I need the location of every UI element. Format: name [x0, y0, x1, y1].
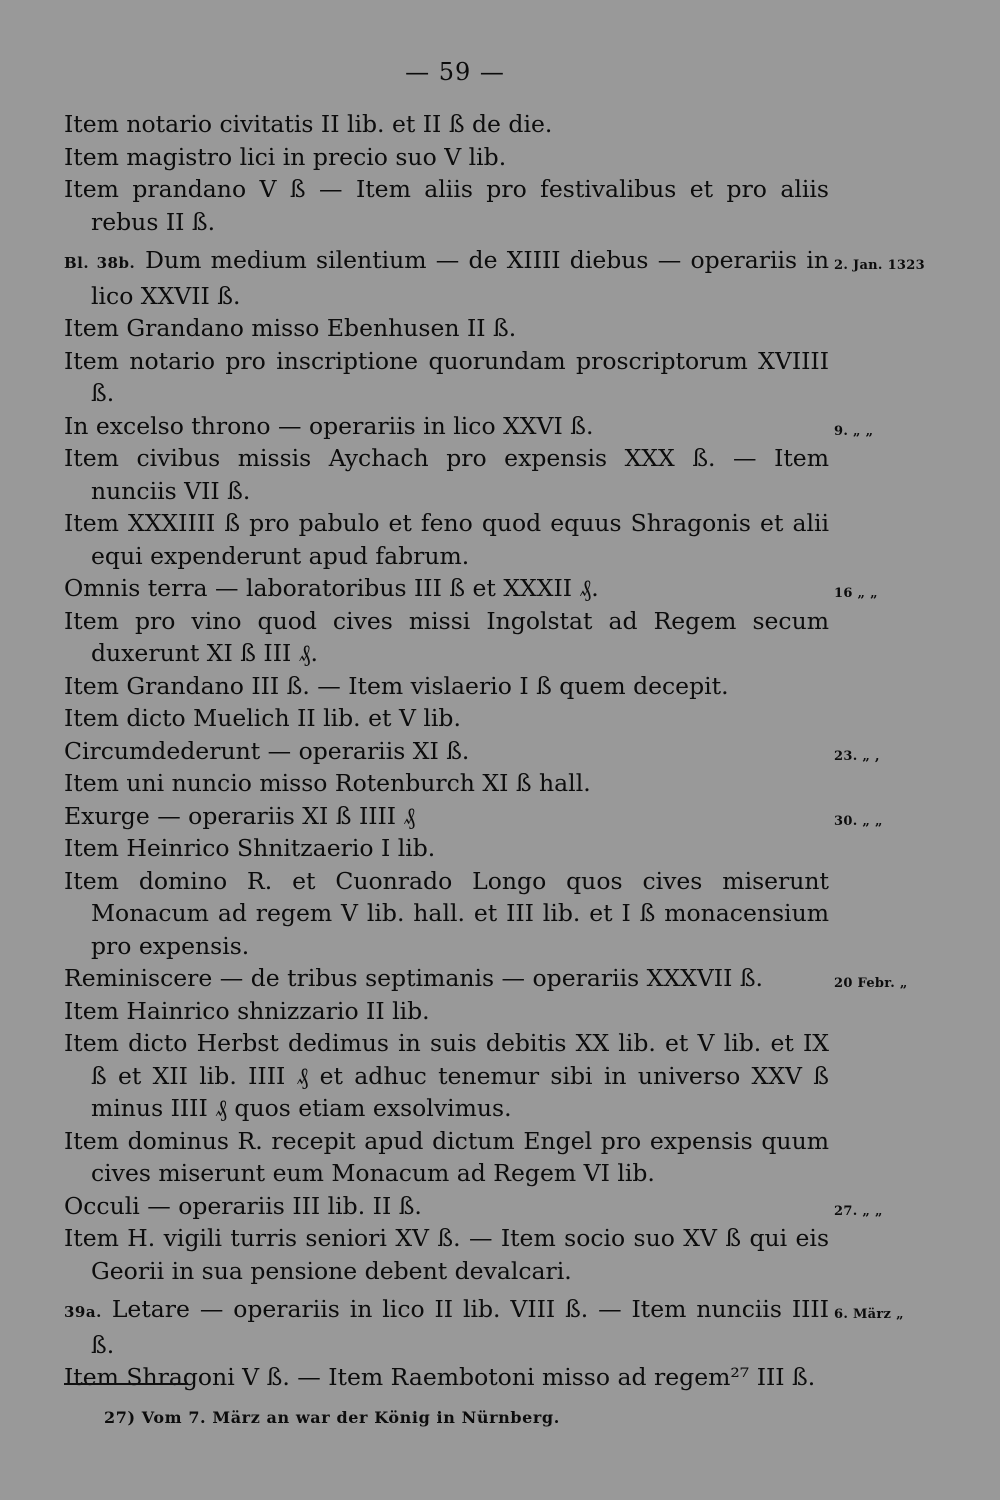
entry-text: In excelso throno — operariis in lico XXVI ß.	[64, 411, 594, 440]
footnote: 27) Vom 7. März an war der König in Nürnberg.	[104, 1408, 560, 1427]
entry-text: Exurge — operariis XI ß IIII ₰	[64, 801, 416, 830]
ledger-entry	[64, 507, 829, 572]
ledger-entry	[64, 800, 883, 833]
ledger-entry	[64, 244, 925, 312]
ledger-entry	[64, 865, 829, 963]
ledger-entry	[64, 995, 829, 1028]
entry-text: Item Grandano misso Ebenhusen II ß.	[64, 314, 517, 342]
ledger-entry	[64, 735, 880, 768]
entry-text: Item pro vino quod cives missi Ingolstat ad Regem secum duxerunt XI ß III ₰.	[64, 606, 829, 667]
ledger-entry	[64, 1027, 829, 1125]
margin-date: 30. „ „	[834, 813, 883, 829]
page-number: — 59 —	[405, 58, 505, 86]
margin-date: 6. März „	[834, 1307, 904, 1322]
ledger-entry	[64, 312, 829, 345]
folio-reference: 39a.	[64, 1303, 102, 1321]
ledger-entry	[64, 1190, 883, 1223]
margin-date: 2. Jan. 1323	[834, 258, 925, 273]
entry-text: Item dicto Muelich II lib. et V lib.	[64, 704, 461, 732]
entry-text: Item civibus missis Aychach pro expensis XXX ß. — Item nunciis VII ß.	[64, 444, 829, 505]
entry-text: Item domino R. et Cuonrado Longo quos cives miserunt Monacum ad regem V lib. hall. et III lib. et I ß monacensium pro expensis.	[64, 866, 829, 960]
entry-text: Letare — operariis in lico II lib. VIII ß. — Item nunciis IIII ß.	[91, 1295, 829, 1359]
margin-date: 20 Febr. „	[834, 976, 908, 991]
ledger-entry	[64, 702, 829, 735]
entry-text: Reminiscere — de tribus septimanis — operariis XXXVII ß.	[64, 964, 763, 992]
entry-text: Item notario pro inscriptione quorundam proscriptorum XVIIII ß.	[64, 346, 829, 407]
entry-text: Item Grandano III ß. — Item vislaerio I ß quem decepit.	[64, 671, 729, 700]
ledger-entry	[64, 670, 829, 703]
entry-text: Item notario civitatis II lib. et II ß de die.	[64, 110, 553, 138]
ledger-entry	[64, 1293, 904, 1361]
entry-text: Circumdederunt — operariis XI ß.	[64, 736, 470, 765]
ledger-entry	[64, 108, 829, 141]
entry-text: Item H. vigili turris seniori XV ß. — Item socio suo XV ß qui eis Georii in sua pensione debent devalcari.	[64, 1224, 829, 1285]
ledger-entry	[64, 442, 829, 507]
entry-text: Item XXXIIII ß pro pabulo et feno quod equus Shragonis et alii equi expenderunt apud fabrum.	[64, 509, 829, 570]
ledger-entry	[64, 572, 878, 605]
entry-text: Dum medium silentium — de XIIII diebus — operariis in lico XXVII ß.	[91, 246, 829, 310]
ledger-entry	[64, 767, 829, 800]
ledger-entry	[64, 1222, 829, 1287]
margin-date: 9. „ „	[834, 423, 874, 439]
ledger-body	[64, 108, 925, 1394]
entry-text: Item Shragoni V ß. — Item Raembotoni misso ad regem²⁷ III ß.	[64, 1363, 816, 1391]
entry-text: Item dominus R. recepit apud dictum Engel pro expensis quum cives miserunt eum Monacum ad Regem VI lib.	[64, 1126, 829, 1187]
ledger-entry	[64, 410, 874, 443]
ledger-entry	[64, 173, 829, 238]
entry-text: Omnis terra — laboratoribus III ß et XXXII ₰.	[64, 574, 599, 602]
entry-text: Item Heinrico Shnitzaerio I lib.	[64, 834, 436, 862]
ledger-entry	[64, 605, 829, 670]
entry-text: Item magistro lici in precio suo V lib.	[64, 142, 507, 171]
ledger-entry	[64, 1125, 829, 1190]
entry-text: Item prandano V ß — Item aliis pro festivalibus et pro aliis rebus II ß.	[64, 175, 829, 236]
ledger-entry	[64, 1361, 829, 1394]
footnote-rule	[64, 1383, 188, 1385]
entry-text: Item uni nuncio misso Rotenburch XI ß hall.	[64, 769, 591, 797]
ledger-entry	[64, 141, 829, 174]
margin-date: 16 „ „	[834, 586, 878, 601]
folio-reference: Bl. 38b.	[64, 254, 136, 272]
entry-text: Occuli — operariis III lib. II ß.	[64, 1191, 422, 1220]
entry-text: Item Hainrico shnizzario II lib.	[64, 996, 430, 1025]
ledger-entry	[64, 345, 829, 410]
ledger-entry	[64, 962, 908, 995]
margin-date: 23. „ ,	[834, 748, 880, 764]
entry-text: Item dicto Herbst dedimus in suis debitis XX lib. et V lib. et IX ß et XII lib. IIII ₰ et adhuc tenemur sibi in universo XXV ß minus IIII ₰ quos etiam exsolvimus.	[64, 1029, 829, 1122]
ledger-entry	[64, 832, 829, 865]
margin-date: 27. „ „	[834, 1203, 883, 1219]
